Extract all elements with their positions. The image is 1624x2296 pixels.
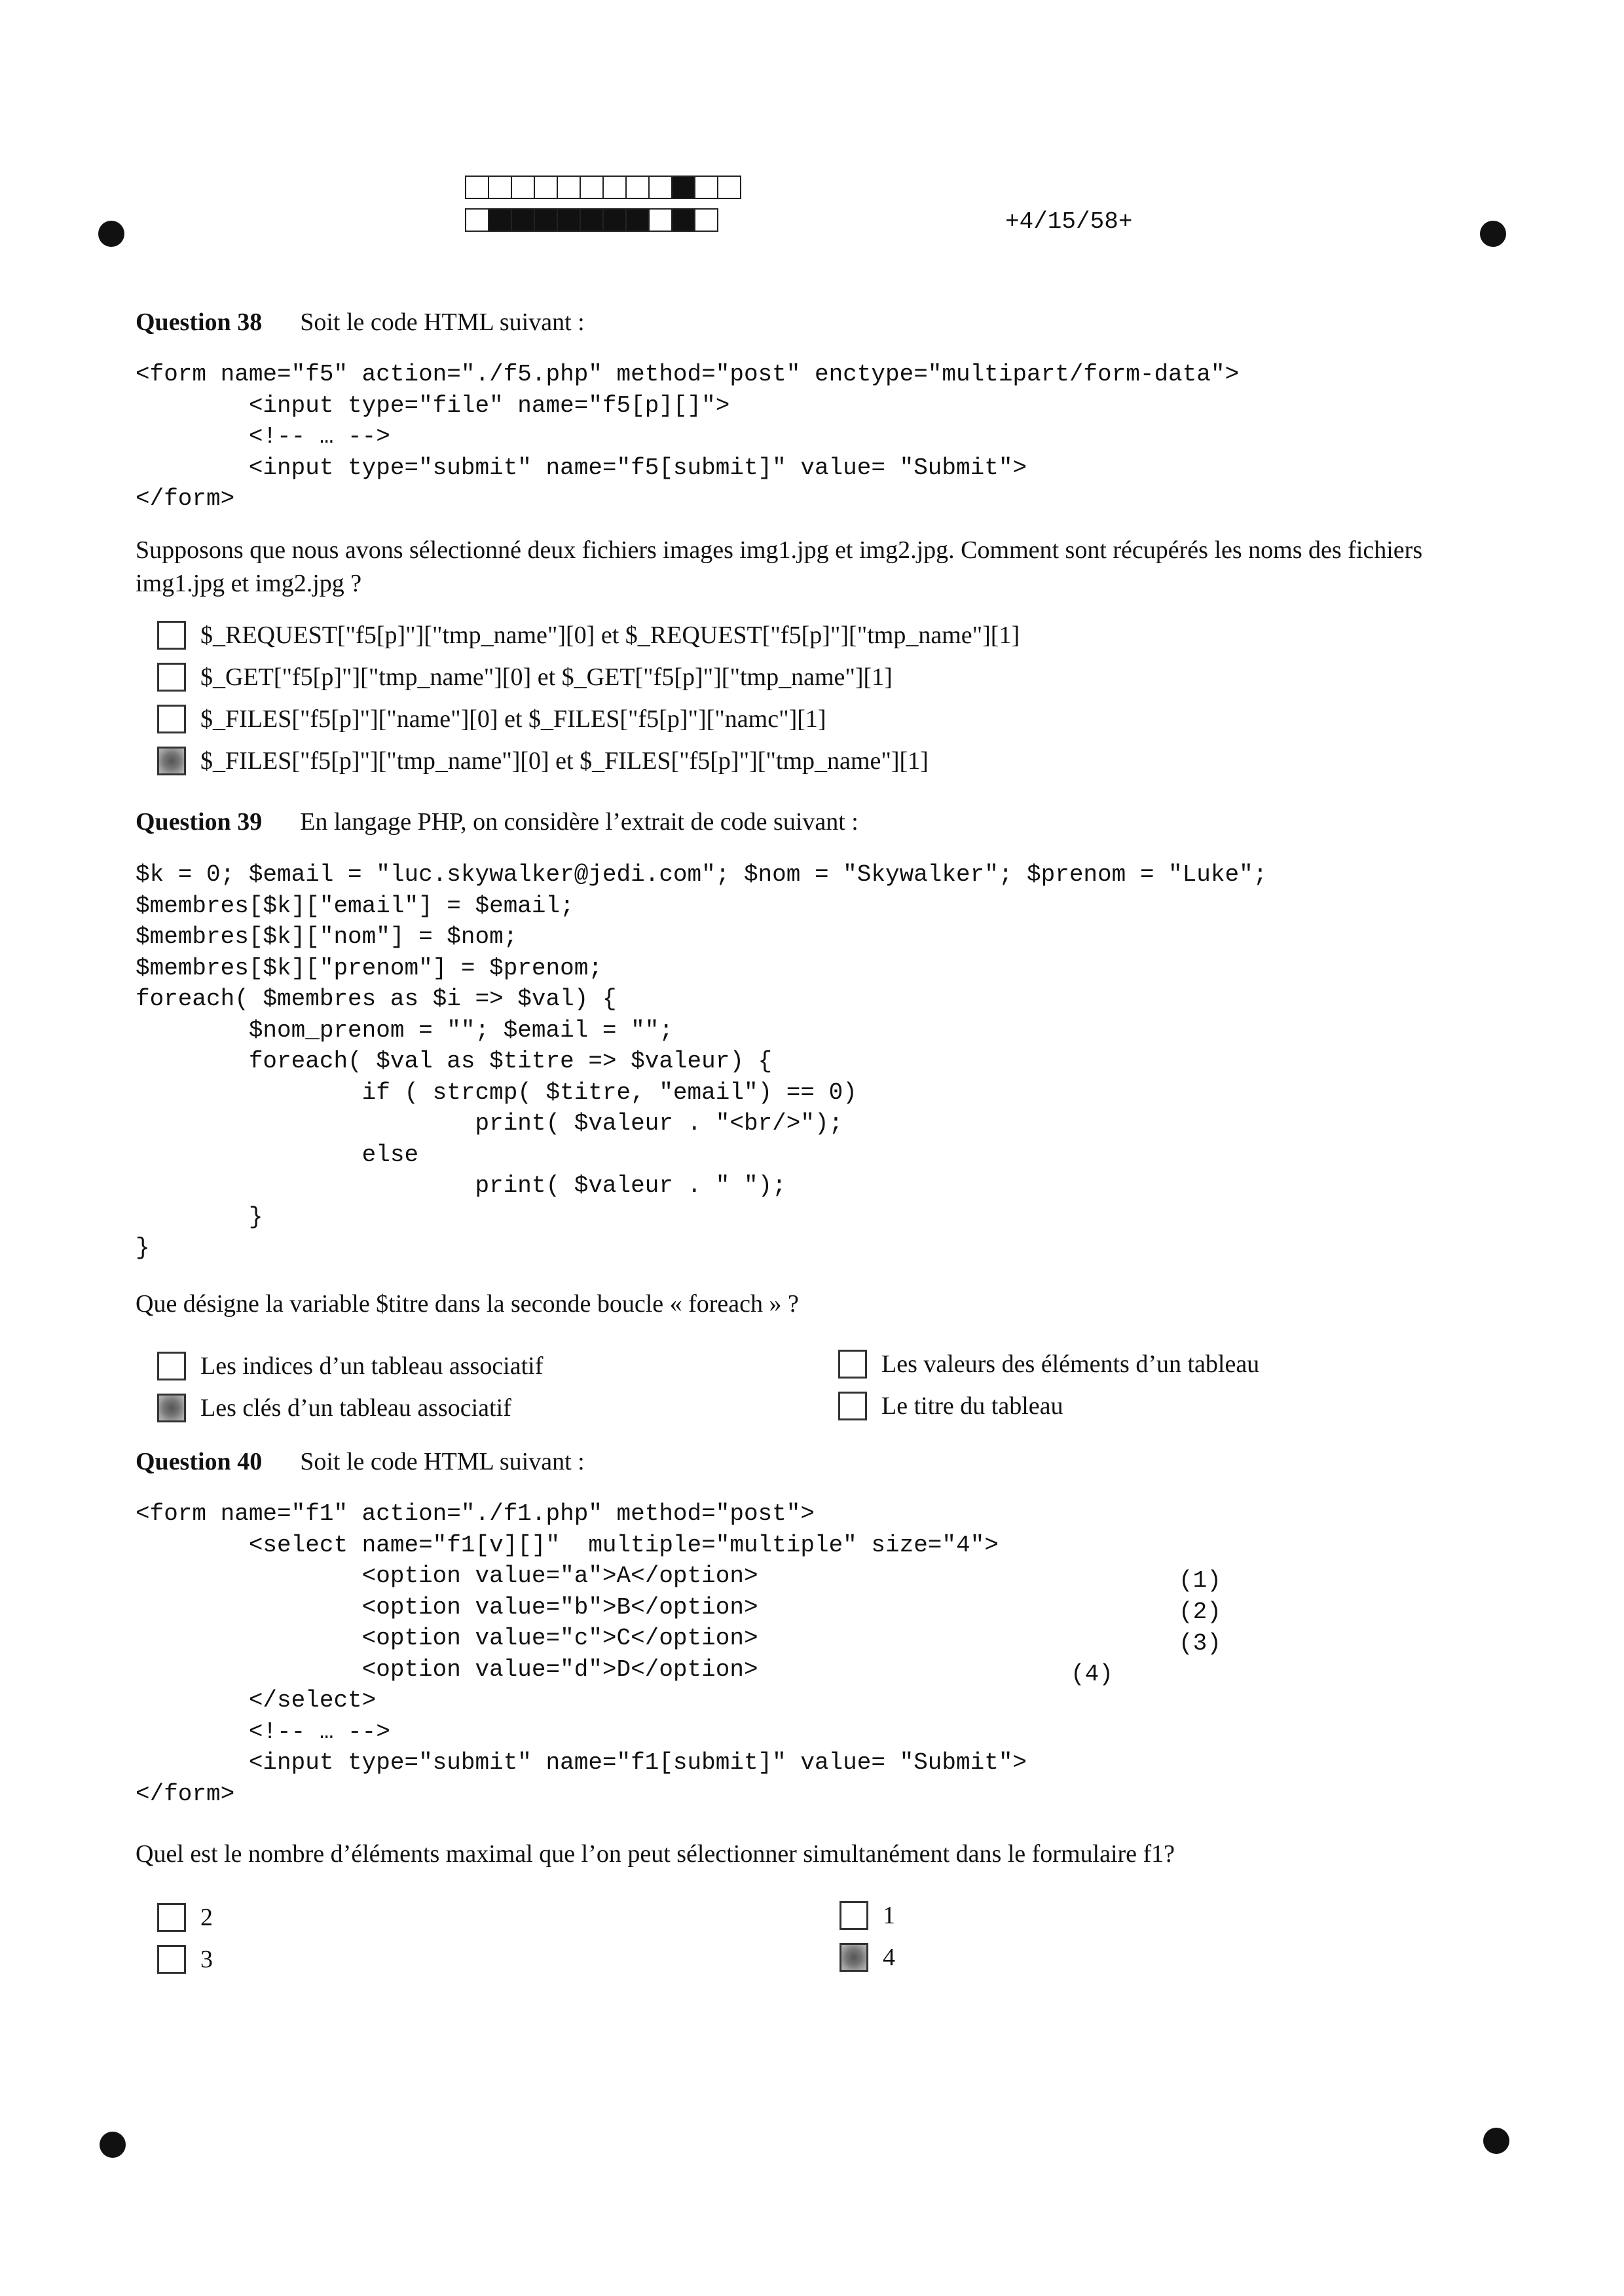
barcode-cell-empty <box>648 208 673 232</box>
code-marker-2: (2) <box>1179 1599 1221 1625</box>
question-38-header <box>136 308 585 337</box>
barcode-cell-filled <box>625 208 650 232</box>
barcode-cell-empty <box>534 176 558 199</box>
registration-mark-top-right <box>1480 221 1506 247</box>
option-label: Le titre du tableau <box>881 1392 1063 1420</box>
code-marker-1: (1) <box>1179 1567 1221 1594</box>
answer-checkbox[interactable] <box>838 1392 867 1420</box>
question-number: Question 38 <box>136 308 263 336</box>
barcode-cell-filled <box>580 208 604 232</box>
answer-checkbox[interactable] <box>838 1350 867 1379</box>
question-39-header <box>136 807 858 836</box>
barcode-cell-filled <box>671 176 695 199</box>
barcode-row-2 <box>465 208 717 232</box>
answer-checkbox[interactable] <box>157 621 186 650</box>
code-marker-4: (4) <box>1071 1661 1113 1688</box>
question-intro: En langage PHP, on considère l’extrait de code suivant : <box>300 808 858 836</box>
option-label: $_GET["f5[p]"]["tmp_name"][0] et $_GET["f5[p]"]["tmp_name"][1] <box>200 663 893 691</box>
q39-option-4[interactable] <box>838 1392 1063 1420</box>
barcode-cell-empty <box>694 176 718 199</box>
barcode-cell-empty <box>465 208 489 232</box>
q38-option-3[interactable] <box>157 705 826 733</box>
page-id: +4/15/58+ <box>1005 208 1133 235</box>
q38-option-2[interactable] <box>157 663 893 692</box>
q39-option-2[interactable] <box>157 1394 511 1422</box>
barcode-cell-empty <box>465 176 489 199</box>
question-38-text: Supposons que nous avons sélectionné deux fichiers images img1.jpg et img2.jpg. Comment sont récupérés les noms des fichiers img1.jpg et img2.jpg ? <box>136 536 1423 597</box>
barcode-cell-empty <box>648 176 673 199</box>
barcode-cell-empty <box>602 176 627 199</box>
barcode-row-1 <box>465 176 740 199</box>
barcode-cell-filled <box>534 208 558 232</box>
code-block-q39: $k = 0; $email = "luc.skywalker@jedi.com"; $nom = "Skywalker"; $prenom = "Luke"; $membres[$k]["email"] = $email; $membres[$k]["nom"] = $nom; $membres[$k]["prenom"] = $prenom; foreach( $membres as $i => $val) { $nom_prenom = ""; $email = ""; foreach( $val as $titre => $valeur) { if ( strcmp( $titre, "email") == 0) print( $valeur . "<br/>"); else print( $valeur . " "); } } <box>136 861 1268 1261</box>
question-intro: Soit le code HTML suivant : <box>300 1448 585 1475</box>
registration-mark-bottom-right <box>1483 2128 1509 2154</box>
answer-checkbox[interactable] <box>157 1352 186 1380</box>
barcode-cell-empty <box>511 176 535 199</box>
barcode-cell-empty <box>694 208 718 232</box>
option-label: $_FILES["f5[p]"]["name"][0] et $_FILES["f5[p]"]["namc"][1] <box>200 705 826 733</box>
q38-option-1[interactable] <box>157 621 1020 650</box>
q40-option-3[interactable] <box>840 1901 895 1930</box>
code-block-q38: <form name="f5" action="./f5.php" method="post" enctype="multipart/form-data"> <input type="file" name="f5[p][]"> <!-- … --> <input type="submit" name="f5[submit]" value= "Submit"> </form> <box>136 361 1240 512</box>
q38-option-4[interactable] <box>157 747 929 775</box>
option-label: $_FILES["f5[p]"]["tmp_name"][0] et $_FILES["f5[p]"]["tmp_name"][1] <box>200 747 929 775</box>
barcode-cell-filled <box>671 208 695 232</box>
answer-checkbox[interactable] <box>157 1945 186 1974</box>
answer-checkbox[interactable] <box>157 663 186 692</box>
option-label: Les clés d’un tableau associatif <box>200 1394 511 1422</box>
q40-option-4[interactable] <box>840 1943 895 1972</box>
barcode-cell-empty <box>717 176 741 199</box>
question-intro: Soit le code HTML suivant : <box>300 308 585 336</box>
answer-checkbox[interactable] <box>840 1901 868 1930</box>
question-number: Question 39 <box>136 808 263 836</box>
answer-checkbox-checked[interactable] <box>157 1394 186 1422</box>
q40-option-2[interactable] <box>157 1945 213 1974</box>
barcode-cell-empty <box>580 176 604 199</box>
answer-checkbox[interactable] <box>157 705 186 733</box>
barcode-cell-filled <box>602 208 627 232</box>
option-label: Les valeurs des éléments d’un tableau <box>881 1350 1260 1378</box>
q39-option-3[interactable] <box>838 1350 1259 1379</box>
registration-mark-bottom-left <box>100 2132 126 2158</box>
option-label: 2 <box>200 1904 213 1931</box>
code-block-q40: <form name="f1" action="./f1.php" method="post"> <select name="f1[v][]" multiple="multiple" size="4"> <option value="a">A</option> <option value="b">B</option> <option value="c">C</option> <option value="d">D</option> </select> <!-- … --> <input type="submit" name="f1[submit]" value= "Submit"> </form> <box>136 1500 1027 1807</box>
code-marker-3: (3) <box>1179 1630 1221 1657</box>
barcode-cell-empty <box>625 176 650 199</box>
question-number: Question 40 <box>136 1448 263 1475</box>
barcode-cell-filled <box>557 208 581 232</box>
q40-option-1[interactable] <box>157 1903 213 1932</box>
option-label: 3 <box>200 1946 213 1973</box>
option-label: 1 <box>883 1902 895 1929</box>
question-40-text: Quel est le nombre d’éléments maximal que l’on peut sélectionner simultanément dans le formulaire f1? <box>136 1840 1175 1868</box>
registration-mark-top-left <box>98 221 124 247</box>
option-label: Les indices d’un tableau associatif <box>200 1352 544 1380</box>
q39-option-1[interactable] <box>157 1352 543 1380</box>
question-40-header <box>136 1447 585 1476</box>
question-39-text: Que désigne la variable $titre dans la seconde boucle « foreach » ? <box>136 1290 799 1318</box>
barcode-cell-empty <box>488 176 512 199</box>
barcode-cell-filled <box>511 208 535 232</box>
answer-checkbox-checked[interactable] <box>157 747 186 775</box>
barcode-cell-filled <box>488 208 512 232</box>
answer-checkbox[interactable] <box>157 1903 186 1932</box>
option-label: 4 <box>883 1944 895 1971</box>
answer-checkbox-checked[interactable] <box>840 1943 868 1972</box>
option-label: $_REQUEST["f5[p]"]["tmp_name"][0] et $_REQUEST["f5[p]"]["tmp_name"][1] <box>200 621 1020 649</box>
barcode-cell-empty <box>557 176 581 199</box>
